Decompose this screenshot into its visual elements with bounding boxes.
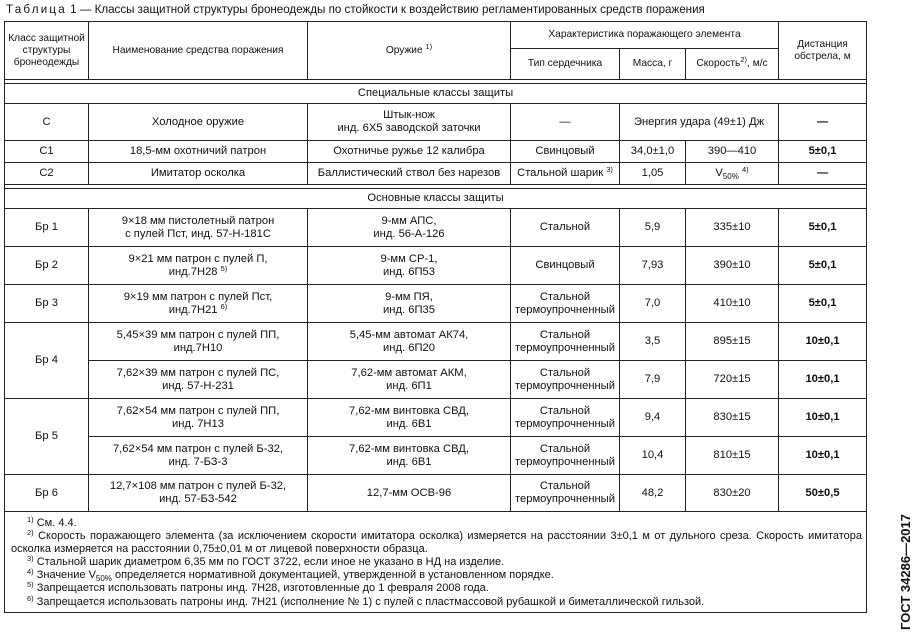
mass-cell: 9,4 [620,399,686,437]
header-mass: Масса, г [620,49,686,80]
armor-class-table [4,21,867,613]
table-row [5,361,867,399]
weapon-cell: Штык-нож инд. 6Х5 заводской заточки [308,104,511,141]
speed-cell: 830±15 [686,399,779,437]
weapon-cell: 9-мм СР-1, инд. 6П53 [308,247,511,285]
footnote-6: $^{6)}$ Запрещается использовать патроны инд. 7Н21 (исполнение № 1) с пулей с пластмассовой рубашкой и биметаллической гильзой. [27,593,705,608]
section-special: Специальные классы защиты [5,84,867,104]
mass-cell: 34,0±1,0 [620,141,686,163]
name-cell: 12,7×108 мм патрон с пулей Б-32, инд. 57-БЗ-542 [89,475,308,512]
name-cell: 5,45×39 мм патрон с пулей ПП, инд.7Н10 [89,323,308,361]
weapon-cell: Охотничье ружье 12 калибра [308,141,511,163]
distance-cell: 5±0,1 [779,141,867,163]
core-cell: Свинцовый [511,247,620,285]
standard-side-label: ГОСТ 34286—2017 [898,514,913,630]
table-row [5,475,867,512]
class-cell: Бр 6 [5,475,89,512]
core-cell: Стальной термоупрочненный [511,437,620,475]
weapon-cell: 9-мм ПЯ, инд. 6П35 [308,285,511,323]
name-cell: 7,62×54 мм патрон с пулей Б-32, инд. 7-БЗ-3 [89,437,308,475]
name-cell: 7,62×54 мм патрон с пулей ПП, инд. 7Н13 [89,399,308,437]
caption-number: 1 [66,3,77,16]
footnotes [5,512,867,613]
table-row [5,399,867,437]
table-row [5,104,867,141]
speed-cell: 895±15 [686,323,779,361]
name-cell: 7,62×39 мм патрон с пулей ПС, инд. 57-Н-231 [89,361,308,399]
weapon-cell: Баллистический ствол без нарезов [308,163,511,185]
footnote-5: $^{5)}$ Запрещается использовать патроны инд. 7Н28, изготовленные до 1 февраля 2008 года. [27,580,489,595]
header-class: Класс защитной структуры бронеодежды [5,22,89,80]
footnote-3: $^{3)}$ Стальной шарик диаметром 6,35 мм по ГОСТ 3722, если иное не указано в НД на изделие. [27,554,505,569]
header-distance: Дистанция обстрела, м [779,22,867,80]
class-cell: С [5,104,89,141]
core-cell: Стальной [511,209,620,247]
table-caption [6,3,705,16]
weapon-cell: 7,62-мм винтовка СВД, инд. 6В1 [308,399,511,437]
distance-cell: 5±0,1 [779,247,867,285]
table-row [5,163,867,185]
header-weapon: Оружие $^{1)}$ [308,22,511,80]
speed-cell: 830±20 [686,475,779,512]
distance-cell: 5±0,1 [779,285,867,323]
core-cell: Стальной термоупрочненный [511,399,620,437]
mass-cell: 5,9 [620,209,686,247]
class-cell: Бр 3 [5,285,89,323]
table-row [5,209,867,247]
mass-cell: 1,05 [620,163,686,185]
name-cell: Имитатор осколка [89,163,308,185]
name-cell: Холодное оружие [89,104,308,141]
footnote-1: $^{1)}$ См. 4.4. [27,515,77,529]
distance-cell: 10±0,1 [779,399,867,437]
footnote-2: $^{2)}$ Скорость поражающего элемента (за исключением скорости имитатора осколка) измеряется на расстоянии 3±0,1 м от дульного среза. Скорость имитатора осколка измеряется на расстоянии 0,75±0,01 м от лицевой поверхности образца. [11,528,863,556]
class-cell: С1 [5,141,89,163]
speed-cell: 390±10 [686,247,779,285]
table-row [5,141,867,163]
core-cell: Стальной термоупрочненный [511,323,620,361]
weapon-cell: 12,7-мм ОСВ-96 [308,475,511,512]
mass-cell: 48,2 [620,475,686,512]
mass-cell: 3,5 [620,323,686,361]
distance-cell: — [779,163,867,185]
header-core: Тип сердечника [511,49,620,80]
table-row [5,437,867,475]
distance-cell: — [779,104,867,141]
speed-cell: 390—410 [686,141,779,163]
weapon-cell: 7,62-мм винтовка СВД, инд. 6В1 [308,437,511,475]
class-cell: Бр 5 [5,399,89,475]
core-cell: Свинцовый [511,141,620,163]
footnote-4: $^{4)}$ Значение $V_{50\%}$ определяется нормативной документацией, утвержденной в установленном порядке. [27,567,554,584]
core-cell: Стальной шарик $^{3)}$ [511,163,620,185]
energy-cell: Энергия удара (49±1) Дж [620,104,779,141]
table-row [5,247,867,285]
name-cell: 9×18 мм пистолетный патрон с пулей Пст, инд. 57-Н-181С [89,209,308,247]
table-row [5,285,867,323]
class-cell: С2 [5,163,89,185]
mass-cell: 7,0 [620,285,686,323]
class-cell: Бр 1 [5,209,89,247]
core-cell: — [511,104,620,141]
weapon-cell: 5,45-мм автомат АК74, инд. 6П20 [308,323,511,361]
core-cell: Стальной термоупрочненный [511,475,620,512]
caption-prefix: Таблица [6,3,67,16]
mass-cell: 7,9 [620,361,686,399]
caption-title: — Классы защитной структуры бронеодежды по стойкости к воздействию регламентированных средств поражения [76,3,705,16]
weapon-cell: 9-мм АПС, инд. 56-А-126 [308,209,511,247]
distance-cell: 10±0,1 [779,361,867,399]
core-cell: Стальной термоупрочненный [511,285,620,323]
name-cell: 9×21 мм патрон с пулей П, инд.7Н28 $^{5)}$ [89,247,308,285]
header-speed: Скорость$^{2)}$, м/с [686,49,779,80]
core-cell: Стальной термоупрочненный [511,361,620,399]
distance-cell: 10±0,1 [779,323,867,361]
speed-cell: $V_{50\%}$ $^{4)}$ [686,163,779,185]
mass-cell: 7,93 [620,247,686,285]
speed-cell: 410±10 [686,285,779,323]
distance-cell: 5±0,1 [779,209,867,247]
speed-cell: 810±15 [686,437,779,475]
class-cell: Бр 2 [5,247,89,285]
header-name: Наименование средства поражения [89,22,308,80]
section-main: Основные классы защиты [5,189,867,209]
class-cell: Бр 4 [5,323,89,399]
mass-cell: 10,4 [620,437,686,475]
table-row [5,323,867,361]
header-characteristic: Характеристика поражающего элемента [511,22,779,49]
distance-cell: 50±0,5 [779,475,867,512]
distance-cell: 10±0,1 [779,437,867,475]
name-cell: 18,5-мм охотничий патрон [89,141,308,163]
speed-cell: 720±15 [686,361,779,399]
name-cell: 9×19 мм патрон с пулей Пст, инд.7Н21 $^{6)}$ [89,285,308,323]
weapon-cell: 7,62-мм автомат АКМ, инд. 6П1 [308,361,511,399]
speed-cell: 335±10 [686,209,779,247]
